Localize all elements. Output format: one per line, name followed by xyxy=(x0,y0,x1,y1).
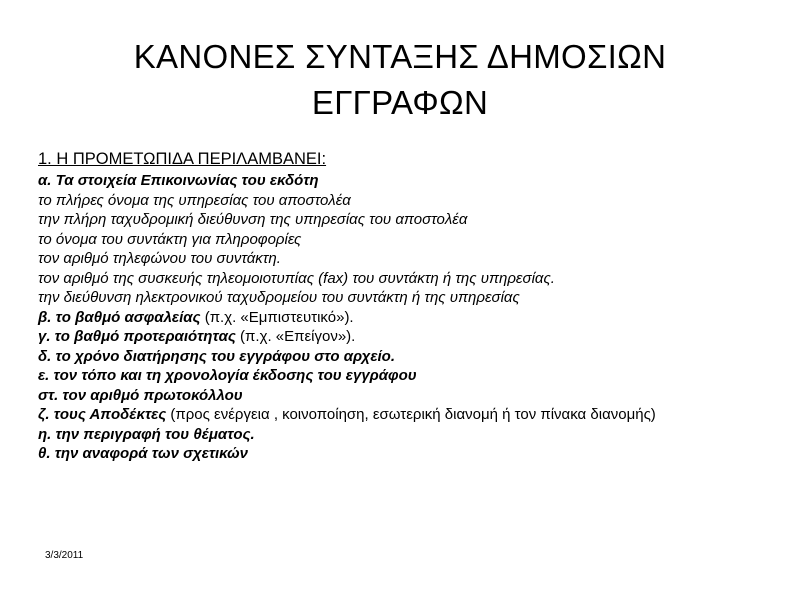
item-c-bold: γ. το βαθμό προτεραιότητας xyxy=(38,328,236,345)
item-b xyxy=(38,308,738,328)
item-h: η. την περιγραφή του θέματος. xyxy=(38,425,255,443)
item-c-rest: (π.χ. «Επείγον»). xyxy=(235,328,356,345)
slide-title-line-1: ΚΑΝΟΝΕΣ ΣΥΝΤΑΞΗΣ ΔΗΜΟΣΙΩΝ xyxy=(133,38,667,75)
slide-title-line-2: ΕΓΓΡΑΦΩΝ xyxy=(311,84,489,121)
item-a-line-3: το όνομα του συντάκτη για πληροφορίες xyxy=(38,230,302,248)
item-e: ε. τον τόπο και τη χρονολογία έκδοσης του εγγράφου xyxy=(38,367,417,384)
item-st: στ. τον αριθμό πρωτοκόλλου xyxy=(38,386,243,404)
item-z xyxy=(38,405,728,425)
item-d: δ. το χρόνο διατήρησης του εγγράφου στο αρχείο. xyxy=(38,347,396,365)
item-b-rest: (π.χ. «Εμπιστευτικό»). xyxy=(200,308,354,326)
item-a-line-1: το πλήρες όνομα της υπηρεσίας του αποστολέα xyxy=(38,191,351,209)
section-heading: 1. Η ΠΡΟΜΕΤΩΠΙΔΑ ΠΕΡΙΛΑΜΒΑΝΕΙ: xyxy=(38,150,327,168)
item-th: θ. την αναφορά των σχετικών xyxy=(38,445,248,462)
item-z-rest: (προς ενέργεια , κοινοποίηση, εσωτερική διανομή ή τον πίνακα διανομής) xyxy=(166,406,656,423)
item-a-line-2: την πλήρη ταχυδρομική διεύθυνση της υπηρεσίας του αποστολέα xyxy=(38,211,468,228)
item-a-line-5: τον αριθμό της συσκευής τηλεομοιοτυπίας (fax) του συντάκτη ή της υπηρεσίας. xyxy=(38,269,555,287)
item-z-bold: ζ. τους Αποδέκτες xyxy=(38,406,167,423)
item-c xyxy=(38,327,738,347)
slide-date: 3/3/2011 xyxy=(45,550,84,561)
slide-title xyxy=(0,34,800,126)
item-a-title: α. Τα στοιχεία Επικοινωνίας του εκδότη xyxy=(38,172,319,189)
item-a-line-6: την διεύθυνση ηλεκτρονικού ταχυδρομείου του συντάκτη ή της υπηρεσίας xyxy=(38,289,520,306)
item-a-line-4: τον αριθμό τηλεφώνου του συντάκτη. xyxy=(38,250,281,267)
item-b-bold: β. το βαθμό ασφαλείας xyxy=(38,308,201,326)
slide-body xyxy=(38,148,738,464)
